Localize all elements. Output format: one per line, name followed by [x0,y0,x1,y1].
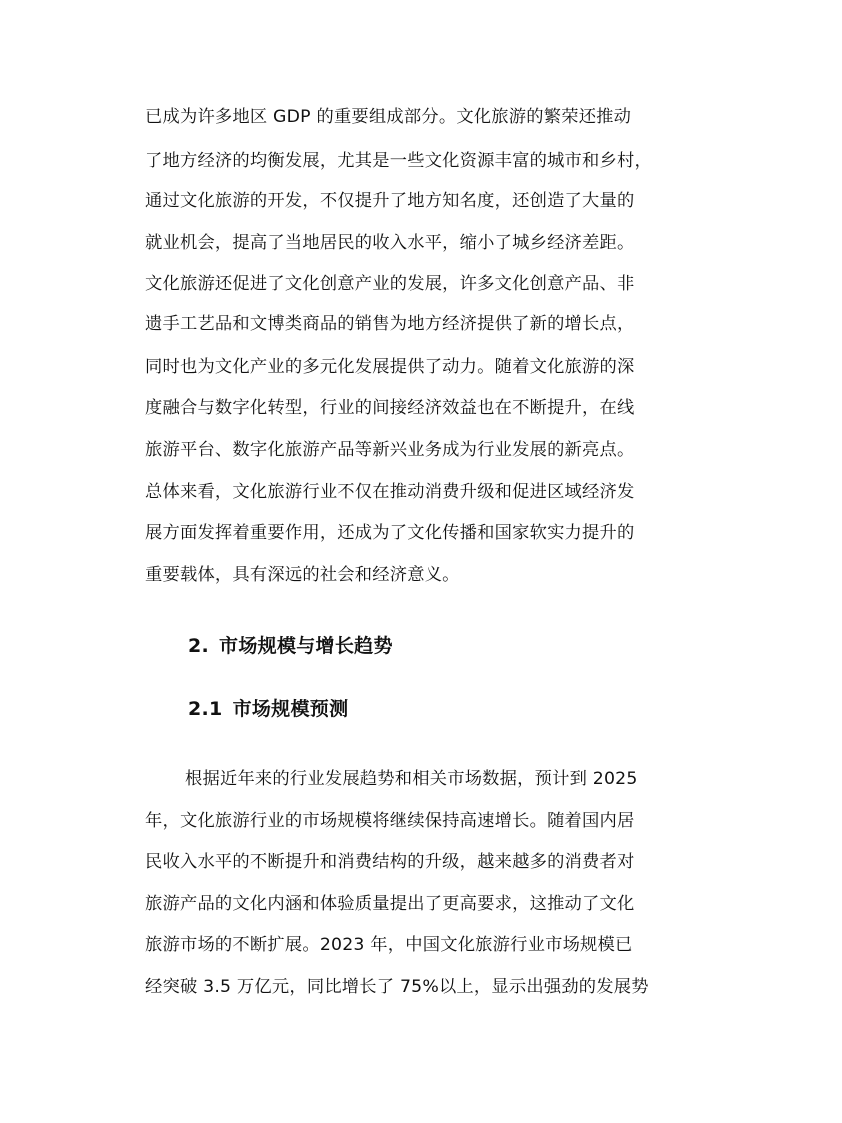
section-number: 2.1 [188,698,223,720]
section-heading-2-1 [188,696,348,722]
text-line: 总体来看，文化旅游行业不仅在推动消费升级和促进区域经济发 [145,482,635,502]
text-line: 旅游产品的文化内涵和体验质量提出了更高要求，这推动了文化 [145,894,635,914]
text-line: 民收入水平的不断提升和消费结构的升级，越来越多的消费者对 [145,852,635,872]
text-line: 同时也为文化产业的多元化发展提供了动力。随着文化旅游的深 [145,357,635,377]
text-line: 文化旅游还促进了文化创意产业的发展，许多文化创意产品、非 [145,274,635,294]
text-line: 根据近年来的行业发展趋势和相关市场数据，预计到 2025 [185,769,638,789]
text-line: 遗手工艺品和文博类商品的销售为地方经济提供了新的增长点， [145,314,635,334]
text-line: 旅游市场的不断扩展。2023 年，中国文化旅游行业市场规模已 [145,935,633,955]
text-line: 经突破 3.5 万亿元，同比增长了 75%以上，显示出强劲的发展势 [145,977,649,997]
text-line: 重要载体，具有深远的社会和经济意义。 [145,565,460,585]
section-title: 市场规模与增长趋势 [219,635,393,657]
text-line: 年，文化旅游行业的市场规模将继续保持高速增长。随着国内居 [145,811,635,831]
text-line: 旅游平台、数字化旅游产品等新兴业务成为行业发展的新亮点。 [145,440,635,460]
section-title: 市场规模预测 [232,698,349,720]
text-line: 就业机会，提高了当地居民的收入水平，缩小了城乡经济差距。 [145,233,635,253]
text-line: 已成为许多地区 GDP 的重要组成部分。文化旅游的繁荣还推动 [145,107,632,127]
text-line: 度融合与数字化转型，行业的间接经济效益也在不断提升，在线 [145,398,635,418]
text-line: 展方面发挥着重要作用，还成为了文化传播和国家软实力提升的 [145,523,635,543]
section-number: 2. [188,635,210,657]
section-heading-2 [188,633,393,659]
text-line: 了地方经济的均衡发展，尤其是一些文化资源丰富的城市和乡村， [145,151,652,171]
text-line: 通过文化旅游的开发，不仅提升了地方知名度，还创造了大量的 [145,191,635,211]
